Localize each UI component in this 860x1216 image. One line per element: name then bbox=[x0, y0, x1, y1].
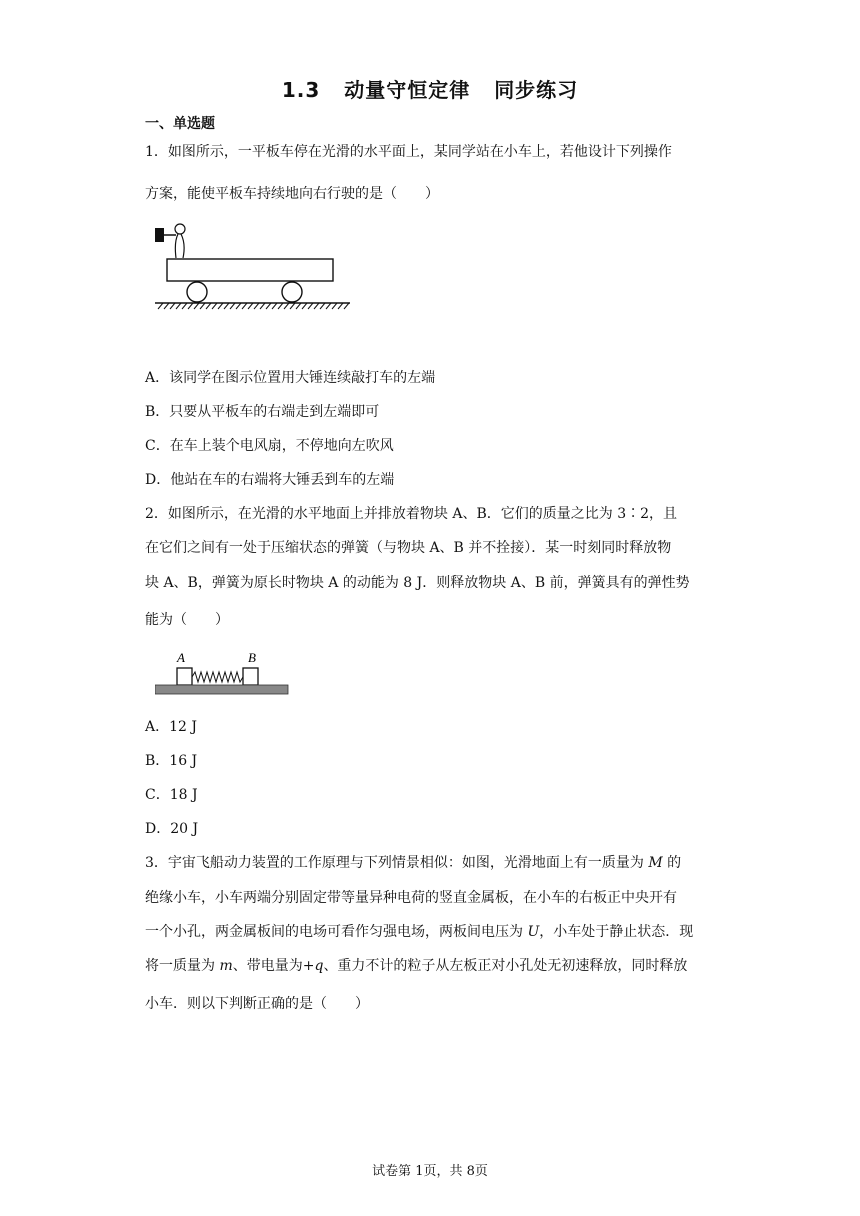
q3-line-5: 小车．则以下判断正确的是（ ） bbox=[145, 996, 369, 1012]
var-m: m bbox=[219, 958, 233, 974]
q2-option-b: B．16 J bbox=[145, 753, 198, 769]
q3-line-1 bbox=[145, 852, 681, 872]
q2-option-c: C．18 J bbox=[145, 787, 198, 803]
q1-option-c: C．在车上装个电风扇，不停地向左吹风 bbox=[145, 438, 394, 454]
q1-line-1: 1．如图所示，一平板车停在光滑的水平面上，某同学站在小车上，若他设计下列操作 bbox=[145, 144, 672, 160]
q3-line-3-text: 一个小孔，两金属板间的电场可看作匀强电场，两板间电压为 bbox=[145, 924, 528, 940]
person-body bbox=[175, 234, 184, 258]
var-m-upper: M bbox=[648, 855, 663, 871]
q3-line-3 bbox=[145, 921, 693, 941]
page-title bbox=[0, 74, 860, 103]
q3-line-3-end: ，小车处于静止状态．现 bbox=[539, 924, 694, 940]
q2-line-2: 在它们之间有一处于压缩状态的弹簧（与物块 A、B 并不拴接）．某一时刻同时释放物 bbox=[145, 540, 672, 556]
blocks-spring-figure bbox=[155, 648, 290, 698]
title-kind: 同步练习 bbox=[494, 78, 579, 102]
q3-line-4 bbox=[145, 955, 687, 975]
person-head bbox=[175, 224, 185, 234]
page-footer: 试卷第 1页，共 8页 bbox=[372, 1164, 488, 1179]
block-b bbox=[243, 668, 258, 685]
spring bbox=[192, 672, 243, 682]
wheel-right bbox=[282, 282, 302, 302]
section-title: 一、单选题 bbox=[145, 116, 215, 132]
wheel-left bbox=[187, 282, 207, 302]
hammer-head bbox=[155, 228, 164, 242]
title-topic: 动量守恒定律 bbox=[344, 78, 471, 102]
cart-board bbox=[167, 259, 333, 281]
q3-line-4-text: 将一质量为 bbox=[145, 958, 220, 974]
var-u: U bbox=[527, 924, 540, 940]
q1-option-a: A．该同学在图示位置用大锤连续敲打车的左端 bbox=[145, 370, 436, 386]
floor bbox=[155, 685, 288, 694]
block-a-label: A bbox=[177, 650, 185, 665]
block-a bbox=[177, 668, 192, 685]
q3-line-1-end: 的 bbox=[662, 855, 682, 871]
q2-line-3: 块 A、B，弹簧为原长时物块 A 的动能为 8 J．则释放物块 A、B 前，弹簧具有的弹性势 bbox=[145, 575, 690, 591]
cart-figure bbox=[150, 220, 360, 315]
q1-option-b: B．只要从平板车的右端走到左端即可 bbox=[145, 404, 380, 420]
ground-hatch bbox=[158, 303, 349, 309]
q1-line-2: 方案，能使平板车持续地向右行驶的是（ ） bbox=[145, 186, 439, 202]
var-q: q bbox=[314, 958, 324, 974]
block-b-label: B bbox=[248, 650, 256, 665]
q2-option-a: A．12 J bbox=[145, 719, 197, 735]
q3-line-2: 绝缘小车，小车两端分别固定带等量异种电荷的竖直金属板，在小车的右板正中央开有 bbox=[145, 890, 677, 906]
q2-line-4: 能为（ ） bbox=[145, 612, 229, 628]
q3-line-1-text: 3．宇宙飞船动力装置的工作原理与下列情景相似：如图，光滑地面上有一质量为 bbox=[145, 855, 649, 871]
title-number: 1.3 bbox=[281, 78, 321, 102]
q3-line-4-mid: 、带电量为+ bbox=[232, 958, 315, 974]
q2-line-1: 2．如图所示，在光滑的水平地面上并排放着物块 A、B．它们的质量之比为 3∶2，且 bbox=[145, 506, 678, 522]
q1-option-d: D．他站在车的右端将大锤丢到车的左端 bbox=[145, 472, 395, 488]
q2-option-d: D．20 J bbox=[145, 821, 199, 837]
q3-line-4-end: 、重力不计的粒子从左板正对小孔处无初速释放，同时释放 bbox=[323, 958, 688, 974]
